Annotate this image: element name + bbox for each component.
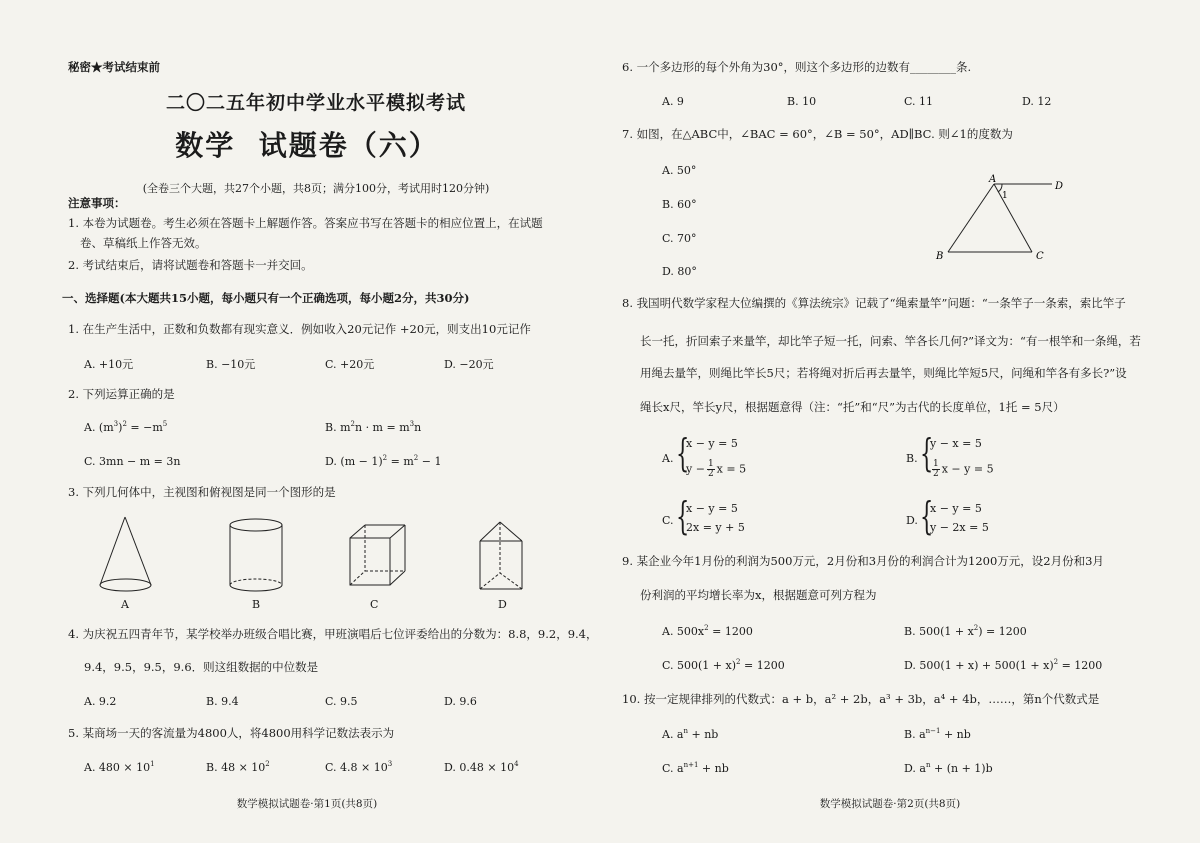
page-1-footer: 数学模拟试题卷·第1页(共8页) [236,798,378,810]
q3-label-c: C [370,598,379,611]
q1-option-d: D. −20元 [444,358,494,371]
q6-option-d: D. 12 [1022,95,1052,108]
q8-option-c-letter: C. [662,514,674,527]
question-8-line-2: 长一托，折回索子来量竿，却比竿子短一托，问索、竿各长几何?”译文为：“有一根竿和一条绳，若 [640,334,1141,348]
q8-option-c-eq1: x − y = 5 [686,502,738,515]
secret-mark: 秘密★考试结束前 [68,60,160,74]
fig-label-b: B [936,251,944,262]
exam-title: 二〇二五年初中学业水平模拟考试 [165,92,466,114]
q5-option-a: A. $480 \times 10^1$ [84,760,155,774]
question-8-line-4: 绳长x尺，竿长y尺，根据题意得（注：“托”和“尺”为古代的长度单位，1托 = 5尺） [640,400,1065,414]
q10-option-b: B. $a^{n-1}$ + nb [904,727,971,741]
q9-option-d: D. $500(1 + x) + 500(1 + x)^2 = 1200$ [904,658,1103,672]
q1-option-b: B. −10元 [206,358,256,371]
exam-meta: (全卷三个大题，共27个小题，共8页；满分100分，考试用时120分钟) [142,182,490,195]
q4-option-b: B. 9.4 [206,695,239,708]
q8-option-b-letter: B. [906,452,918,465]
q8-option-d-eq2: y − 2x = 5 [930,521,989,534]
q8-option-c-eq2: 2x = y + 5 [686,521,745,534]
q4-option-c: C. 9.5 [325,695,358,708]
fig-label-a: A [989,174,997,185]
question-8: 8. 我国明代数学家程大位编撰的《算法统宗》记载了“绳索量竿”问题：“一条竿子一条索，索比竿子 [622,296,1126,310]
q8-option-a-eq1: x − y = 5 [686,437,738,450]
question-1: 1. 在生产生活中，正数和负数都有现实意义．例如收入20元记作 +20元，则支出10元记作 [68,322,531,336]
q6-option-c: C. 11 [904,95,934,108]
q7-option-a: A. 50° [662,164,697,177]
q3-label-a: A [121,598,129,611]
q7-option-b: B. 60° [662,198,697,211]
q7-option-d: D. 80° [662,265,697,278]
q4-option-a: A. 9.2 [84,695,117,708]
q8-option-b-brace: { [920,431,934,475]
q10-option-a: A. $a^n$ + nb [662,727,719,741]
q1-option-c: C. +20元 [325,358,375,371]
cone-figure [100,517,151,591]
q8-option-c-brace: { [676,494,690,538]
q3-figures [0,505,600,610]
q2-option-a: A. $(m^3)^2 = -m^5$ [84,420,168,434]
q6-option-b: B. 10 [787,95,817,108]
fig-label-d: D [1055,181,1064,192]
q8-option-d-letter: D. [906,514,918,527]
question-9: 9. 某企业今年1月份的利润为500万元，2月份和3月份的利润合计为1200万元，设2月份和3月 [622,554,1104,568]
q8-option-b-eq1: y − x = 5 [930,437,982,450]
question-3: 3. 下列几何体中，主视图和俯视图是同一个图形的是 [68,485,336,499]
page-2-footer: 数学模拟试题卷·第2页(共8页) [819,798,961,810]
q4-option-d: D. 9.6 [444,695,477,708]
question-9-cont: 份利润的平均增长率为x，根据题意可列方程为 [640,588,877,602]
q10-option-c: C. $a^{n+1}$ + nb [662,761,729,775]
fig-label-angle-1: 1 [1002,191,1008,201]
q7-triangle-figure [930,170,1070,265]
notice-2: 2. 考试结束后，请将试题卷和答题卡一并交回。 [68,258,313,272]
q5-option-d: D. $0.48 \times 10^4$ [444,760,519,774]
cube-figure [350,525,405,585]
q3-label-d: D [498,598,507,611]
q7-option-c: C. 70° [662,232,697,245]
question-8-line-3: 用绳去量竿，则绳比竿长5尺；若将绳对折后再去量竿，则绳比竿短5尺，问绳和竿各有多长?”设 [640,366,1127,380]
q9-option-b: B. $500(1 + x^2) = 1200$ [904,624,1027,638]
q8-option-d-eq1: x − y = 5 [930,502,982,515]
q8-option-b-eq2: $\frac{1}{2}$ x − y = 5 [933,459,994,479]
page-2 [600,0,1200,843]
q1-option-a: A. +10元 [84,358,134,371]
q2-option-b: B. $m^2n \cdot m = m^3n$ [325,420,422,434]
question-10: 10. 按一定规律排列的代数式：a + b，a² + 2b，a³ + 3b，a⁴ + 4b，……，第n个代数式是 [622,692,1100,706]
q10-option-d: D. $a^n + (n + 1)b$ [904,761,993,775]
prism-figure [480,522,522,589]
q5-option-c: C. $4.8 \times 10^3$ [325,760,393,774]
q6-option-a: A. 9 [662,95,684,108]
notice-1-cont: 卷、草稿纸上作答无效。 [80,236,207,250]
q5-option-b: B. $48 \times 10^2$ [206,760,270,774]
q8-option-a-brace: { [676,431,690,475]
subject-title: 数学 试题卷（六） [175,129,439,162]
q8-option-a-letter: A. [662,452,674,465]
question-4-cont: 9.4，9.5，9.5，9.6．则这组数据的中位数是 [84,660,319,674]
notice-heading: 注意事项： [68,196,126,210]
cylinder-figure [230,519,282,591]
q3-label-b: B [252,598,261,611]
section-1-heading: 一、选择题(本大题共15小题，每小题只有一个正确选项，每小题2分，共30分) [62,291,470,305]
question-6: 6. 一个多边形的每个外角为30°，则这个多边形的边数有________条. [622,60,972,74]
q9-option-c: C. $500(1 + x)^2 = 1200$ [662,658,785,672]
fig-label-c: C [1036,251,1044,262]
question-7: 7. 如图，在△ABC中，∠BAC = 60°，∠B = 50°，AD∥BC. 则∠1的度数为 [622,127,1013,141]
question-2: 2. 下列运算正确的是 [68,387,175,401]
notice-1: 1. 本卷为试题卷。考生必须在答题卡上解题作答。答案应书写在答题卡的相应位置上，在试题 [68,216,543,230]
q9-option-a: A. $500x^2 = 1200$ [662,624,753,638]
q2-option-c: C. 3mn − m = 3n [84,455,181,468]
q8-option-d-brace: { [920,494,934,538]
q8-option-a-eq2: y − $\frac{1}{2}$ x = 5 [686,459,747,479]
question-5: 5. 某商场一天的客流量为4800人，将4800用科学记数法表示为 [68,726,395,740]
q2-option-d: D. $(m - 1)^2 = m^2 - 1$ [325,454,442,468]
question-4: 4. 为庆祝五四青年节，某学校举办班级合唱比赛，甲班演唱后七位评委给出的分数为：8.8，9.2，9.4， [68,627,598,641]
